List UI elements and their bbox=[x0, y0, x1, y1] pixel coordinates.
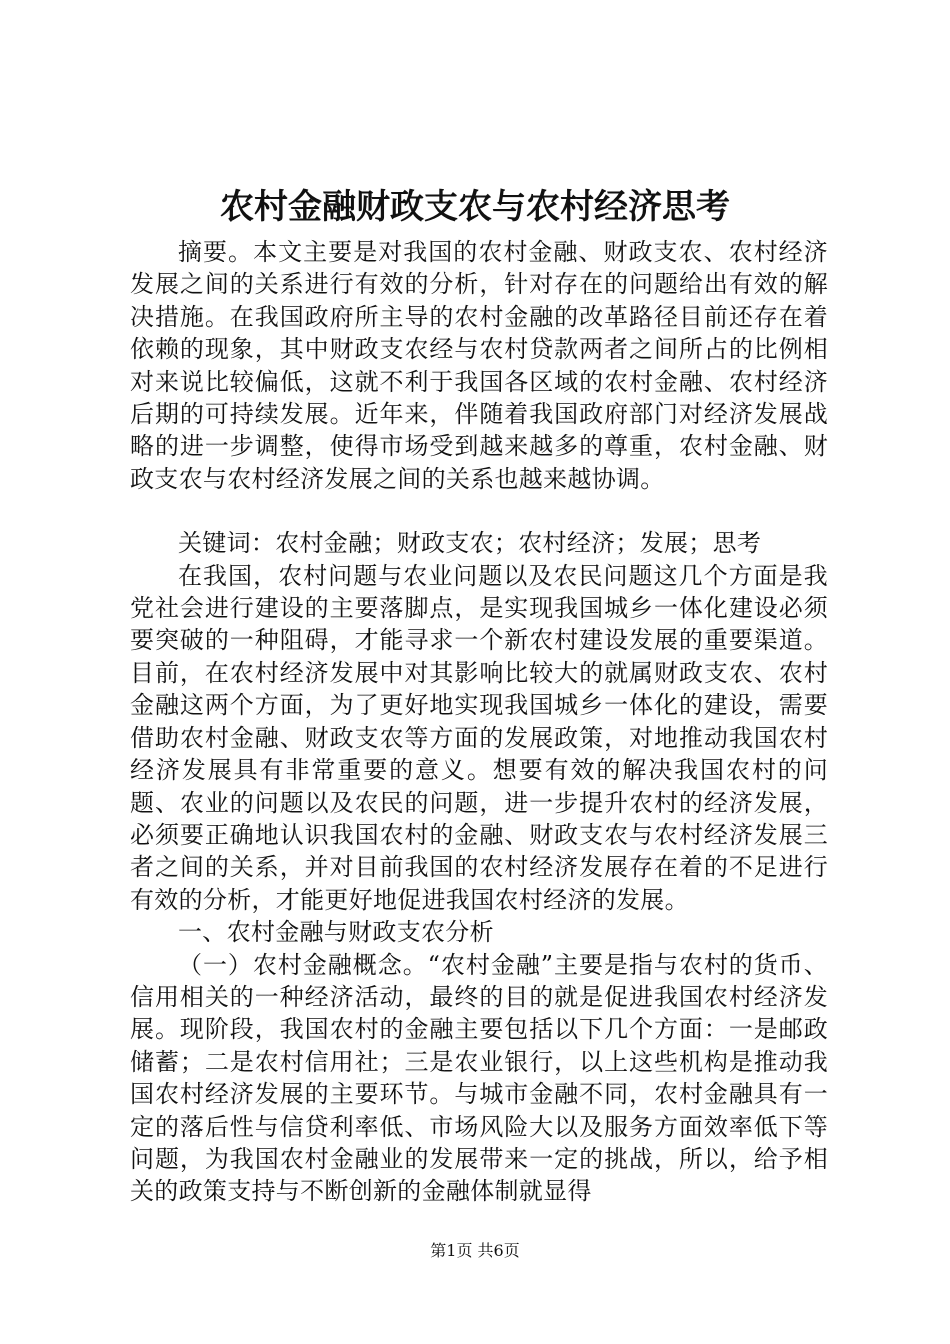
document-body bbox=[130, 236, 828, 1208]
concept-paragraph: （一）农村金融概念。“农村金融”主要是指与农村的货币、信用相关的一种经济活动，最终的目的就是促进我国农村经济发展。现阶段，我国农村的金融主要包括以下几个方面：一是邮政储蓄；二是农村信用社；三是农业银行，以上这些机构是推动我国农村经济发展的主要环节。与城市金融不同，农村金融具有一定的落后性与信贷利率低、市场风险大以及服务方面效率低下等问题，为我国农村金融业的发展带来一定的挑战，所以，给予相关的政策支持与不断创新的金融体制就显得 bbox=[130, 950, 828, 1206]
document-title: 农村金融财政支农与农村经济思考 bbox=[220, 187, 730, 227]
page-number-footer: 第1页 共6页 bbox=[430, 1241, 520, 1260]
abstract-paragraph: 摘要。本文主要是对我国的农村金融、财政支农、农村经济发展之间的关系进行有效的分析，针对存在的问题给出有效的解决措施。在我国政府所主导的农村金融的改革路径目前还存在着依赖的现象，其中财政支农经与农村贷款两者之间所占的比例相对来说比较偏低，这就不利于我国各区域的农村金融、农村经济后期的可持续发展。近年来，伴随着我国政府部门对经济发展战略的进一步调整，使得市场受到越来越多的尊重，农村金融、财政支农与农村经济发展之间的关系也越来越协调。 bbox=[130, 238, 828, 493]
section-heading: 一、农村金融与财政支农分析 bbox=[178, 918, 494, 947]
intro-paragraph: 在我国，农村问题与农业问题以及农民问题这几个方面是我党社会进行建设的主要落脚点，是实现我国城乡一体化建设必须要突破的一种阻碍，才能寻求一个新农村建设发展的重要渠道。目前，在农村经济发展中对其影响比较大的就属财政支农、农村金融这两个方面，为了更好地实现我国城乡一体化的建设，需要借助农村金融、财政支农等方面的发展政策，对地推动我国农村经济发展具有非常重要的意义。想要有效的解决我国农村的问题、农业的问题以及农民的问题，进一步提升农村的经济发展，必须要正确地认识我国农村的金融、财政支农与农村经济发展三者之间的关系，并对目前我国的农村经济发展存在着的不足进行有效的分析，才能更好地促进我国农村经济的发展。 bbox=[130, 561, 828, 914]
paragraph-gap bbox=[130, 495, 828, 527]
keywords-paragraph: 关键词：农村金融；财政支农；农村经济；发展；思考 bbox=[178, 529, 762, 558]
